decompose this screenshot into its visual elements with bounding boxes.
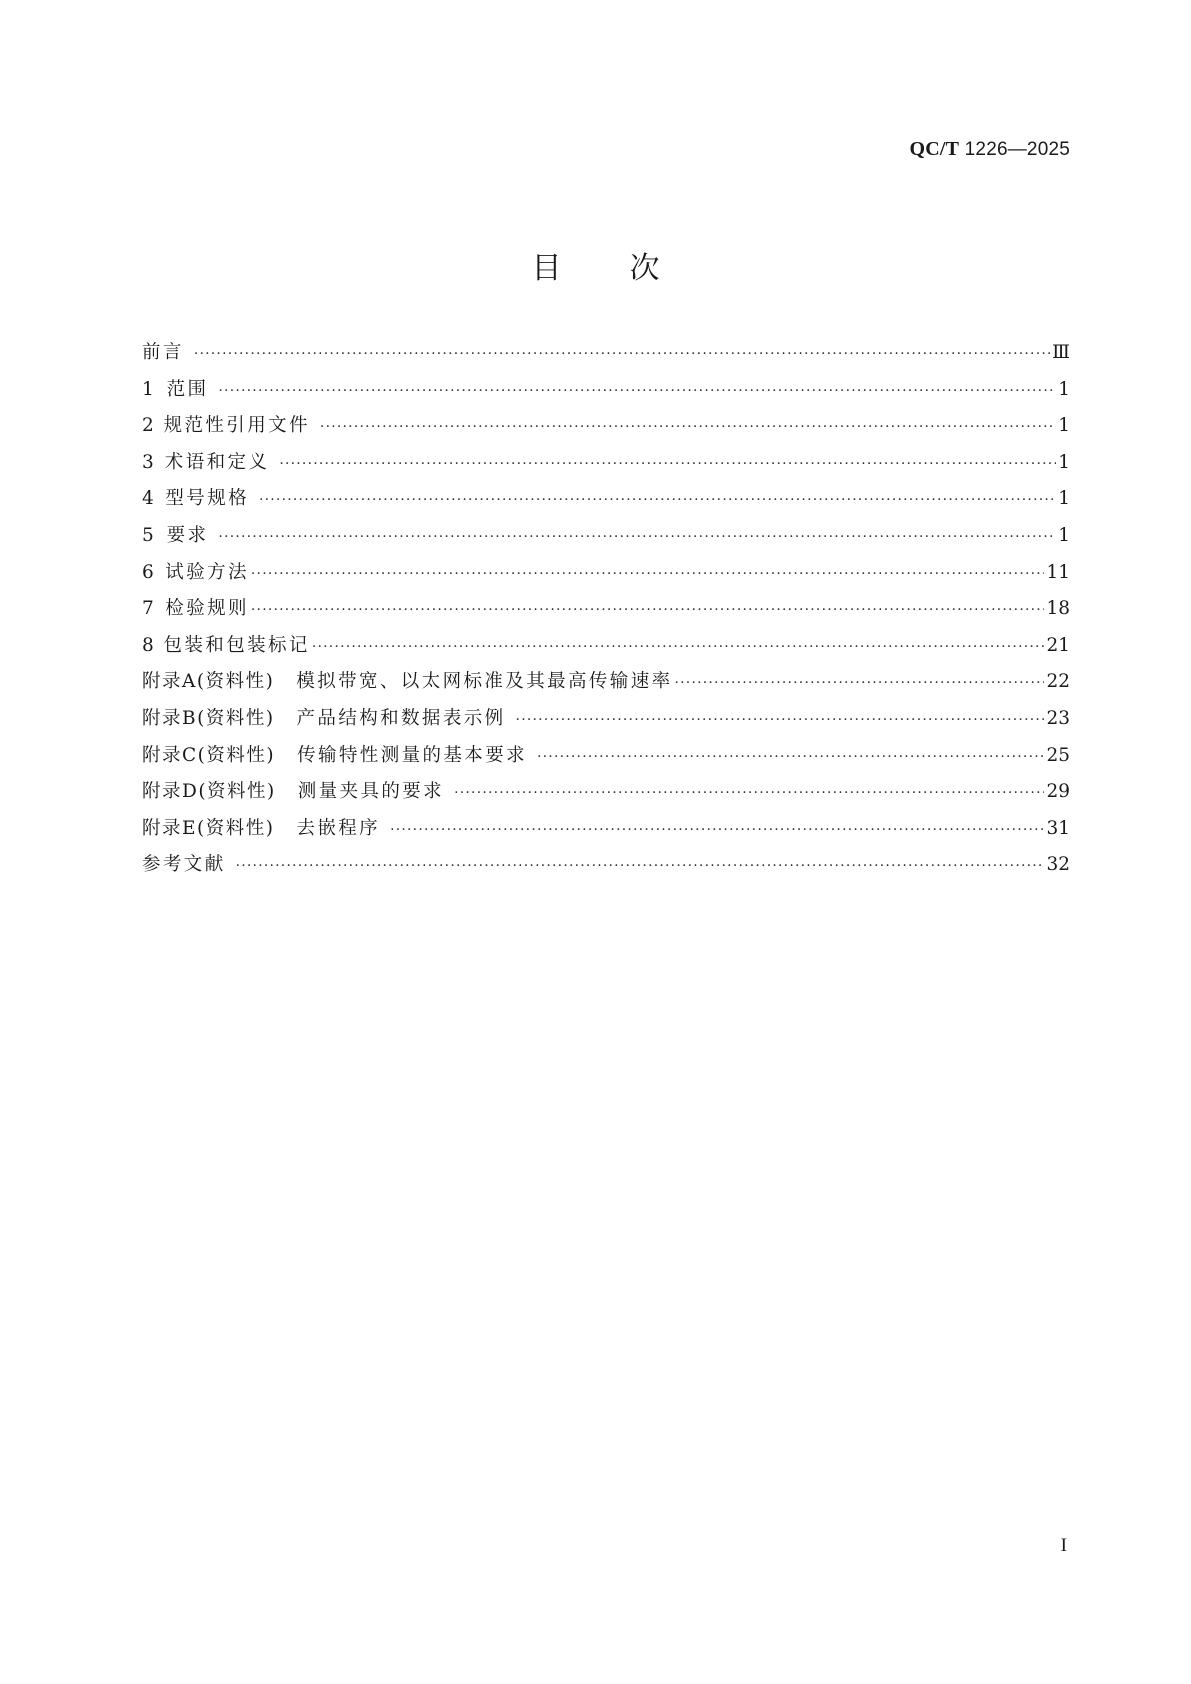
toc-entry-page: Ⅲ — [1052, 342, 1070, 363]
page-number: I — [1060, 1535, 1067, 1556]
toc-leader-dots — [218, 383, 1056, 399]
toc-entry-label: 包装和包装标记 — [163, 634, 310, 656]
toc-entry-label: 规范性引用文件 — [163, 415, 310, 437]
toc-entry-label: 检验规则 — [165, 598, 249, 620]
toc-entry-page: 23 — [1046, 707, 1070, 729]
toc-entry-label: 附录C(资料性) — [142, 744, 276, 766]
toc-entry-title: 去嵌程序 — [296, 817, 381, 839]
table-of-contents — [142, 338, 1070, 887]
toc-entry-title: 测量夹具的要求 — [297, 781, 445, 803]
toc-entry-page: 18 — [1046, 598, 1070, 620]
toc-entry-label: 前言 — [142, 342, 184, 363]
toc-leader-dots — [194, 346, 1050, 362]
toc-leader-dots — [259, 492, 1056, 508]
toc-leader-dots — [218, 529, 1056, 545]
toc-entry-3[interactable] — [142, 448, 1070, 485]
toc-entry-4[interactable] — [142, 484, 1070, 521]
toc-entry-title: 产品结构和数据表示例 — [296, 707, 506, 729]
toc-entry-title: 模拟带宽、以太网标准及其最高传输速率 — [296, 671, 673, 693]
toc-entry-number: 3 — [142, 451, 154, 473]
toc-entry-appendix-b[interactable] — [142, 704, 1070, 741]
toc-entry-label: 附录A(资料性) — [142, 671, 275, 693]
standard-code: QC/T — [909, 138, 960, 160]
page-title: 目次 — [531, 251, 728, 286]
toc-entry-page: 25 — [1046, 744, 1070, 766]
toc-leader-dots — [390, 822, 1044, 838]
toc-entry-number: 1 — [142, 378, 154, 400]
toc-entry-number: 2 — [142, 415, 154, 437]
toc-entry-6[interactable] — [142, 558, 1070, 595]
toc-entry-label: 术语和定义 — [164, 451, 270, 473]
toc-entry-foreword[interactable] — [142, 338, 1070, 375]
toc-entry-page: 32 — [1046, 854, 1070, 876]
toc-entry-label: 要求 — [166, 524, 209, 546]
toc-leader-dots — [279, 456, 1056, 472]
toc-entry-label: 范围 — [166, 378, 209, 400]
standard-number-value: 1226—2025 — [964, 139, 1070, 160]
toc-entry-number: 8 — [142, 634, 154, 656]
toc-entry-page: 11 — [1046, 561, 1070, 583]
toc-entry-number: 7 — [142, 598, 154, 620]
toc-leader-dots — [251, 602, 1045, 618]
toc-entry-8[interactable] — [142, 631, 1070, 668]
toc-entry-7[interactable] — [142, 594, 1070, 631]
toc-entry-label: 附录B(资料性) — [142, 707, 275, 729]
toc-entry-5[interactable] — [142, 521, 1070, 558]
toc-entry-page: 1 — [1058, 378, 1070, 400]
toc-leader-dots — [675, 675, 1045, 691]
toc-leader-dots — [537, 749, 1044, 765]
toc-entry-appendix-d[interactable] — [142, 777, 1070, 814]
toc-leader-dots — [454, 785, 1044, 801]
toc-entry-page: 29 — [1046, 781, 1070, 803]
standard-number — [909, 138, 1070, 161]
toc-entry-number: 5 — [142, 524, 154, 546]
toc-entry-page: 1 — [1058, 415, 1070, 437]
toc-entry-page: 1 — [1058, 451, 1070, 473]
toc-entry-appendix-a[interactable] — [142, 667, 1070, 704]
toc-entry-label: 试验方法 — [165, 561, 249, 583]
toc-entry-page: 1 — [1058, 488, 1070, 510]
toc-leader-dots — [236, 858, 1045, 874]
toc-entry-page: 22 — [1046, 671, 1070, 693]
toc-entry-appendix-e[interactable] — [142, 814, 1070, 851]
toc-entry-1[interactable] — [142, 375, 1070, 412]
toc-leader-dots — [320, 419, 1056, 435]
toc-entry-2[interactable] — [142, 411, 1070, 448]
toc-leader-dots — [516, 712, 1045, 728]
toc-entry-references[interactable] — [142, 850, 1070, 887]
toc-entry-appendix-c[interactable] — [142, 741, 1070, 778]
toc-leader-dots — [251, 566, 1045, 582]
toc-entry-page: 1 — [1058, 524, 1070, 546]
toc-entry-label: 附录E(资料性) — [142, 817, 275, 839]
toc-leader-dots — [312, 639, 1045, 655]
toc-entry-title: 传输特性测量的基本要求 — [297, 744, 527, 766]
toc-entry-page: 31 — [1046, 817, 1070, 839]
toc-entry-label: 型号规格 — [165, 488, 249, 510]
toc-entry-page: 21 — [1046, 634, 1070, 656]
toc-entry-label: 附录D(资料性) — [142, 781, 276, 803]
toc-entry-number: 6 — [142, 561, 154, 583]
toc-entry-number: 4 — [142, 488, 154, 510]
toc-entry-label: 参考文献 — [142, 854, 226, 876]
